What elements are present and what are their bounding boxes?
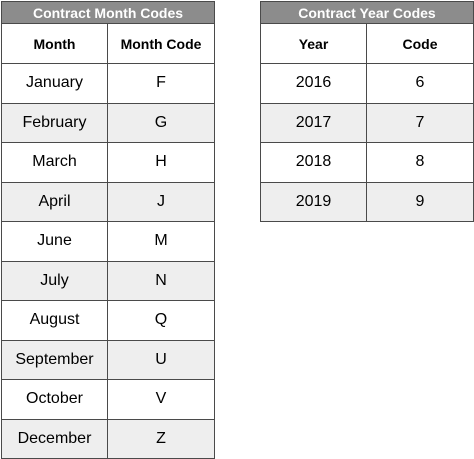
table-row (2, 182, 215, 222)
table-row (2, 301, 215, 341)
month-code-cell: H (108, 143, 215, 183)
month-cell: June (2, 222, 108, 262)
table-row (2, 222, 215, 262)
month-code-cell: Z (108, 419, 215, 459)
month-code-cell: V (108, 380, 215, 420)
month-cell: October (2, 380, 108, 420)
month-cell: December (2, 419, 108, 459)
year-cell: 2018 (261, 143, 367, 183)
table-row (261, 182, 474, 222)
month-code-cell: Q (108, 301, 215, 341)
year-code-column-header: Code (367, 24, 474, 64)
table-row (261, 103, 474, 143)
month-cell: September (2, 340, 108, 380)
contract-month-codes-table (1, 1, 215, 459)
month-column-header: Month (2, 24, 108, 64)
month-code-column-header: Month Code (108, 24, 215, 64)
month-code-cell: N (108, 261, 215, 301)
month-code-cell: U (108, 340, 215, 380)
month-cell: March (2, 143, 108, 183)
table-row (2, 261, 215, 301)
table-row (2, 64, 215, 104)
year-column-header: Year (261, 24, 367, 64)
month-code-cell: J (108, 182, 215, 222)
month-cell: January (2, 64, 108, 104)
year-code-cell: 8 (367, 143, 474, 183)
month-cell: August (2, 301, 108, 341)
table-row (2, 380, 215, 420)
month-cell: February (2, 103, 108, 143)
year-cell: 2016 (261, 64, 367, 104)
year-cell: 2017 (261, 103, 367, 143)
table-row (261, 64, 474, 104)
year-code-cell: 7 (367, 103, 474, 143)
year-table-title: Contract Year Codes (261, 2, 474, 24)
contract-year-codes-table (260, 1, 474, 222)
year-cell: 2019 (261, 182, 367, 222)
table-row (2, 143, 215, 183)
year-code-cell: 9 (367, 182, 474, 222)
table-row (2, 340, 215, 380)
month-cell: April (2, 182, 108, 222)
month-code-cell: F (108, 64, 215, 104)
month-table-title: Contract Month Codes (2, 2, 215, 24)
table-row (2, 419, 215, 459)
table-row (261, 143, 474, 183)
month-cell: July (2, 261, 108, 301)
month-code-cell: M (108, 222, 215, 262)
year-code-cell: 6 (367, 64, 474, 104)
table-row (2, 103, 215, 143)
month-code-cell: G (108, 103, 215, 143)
